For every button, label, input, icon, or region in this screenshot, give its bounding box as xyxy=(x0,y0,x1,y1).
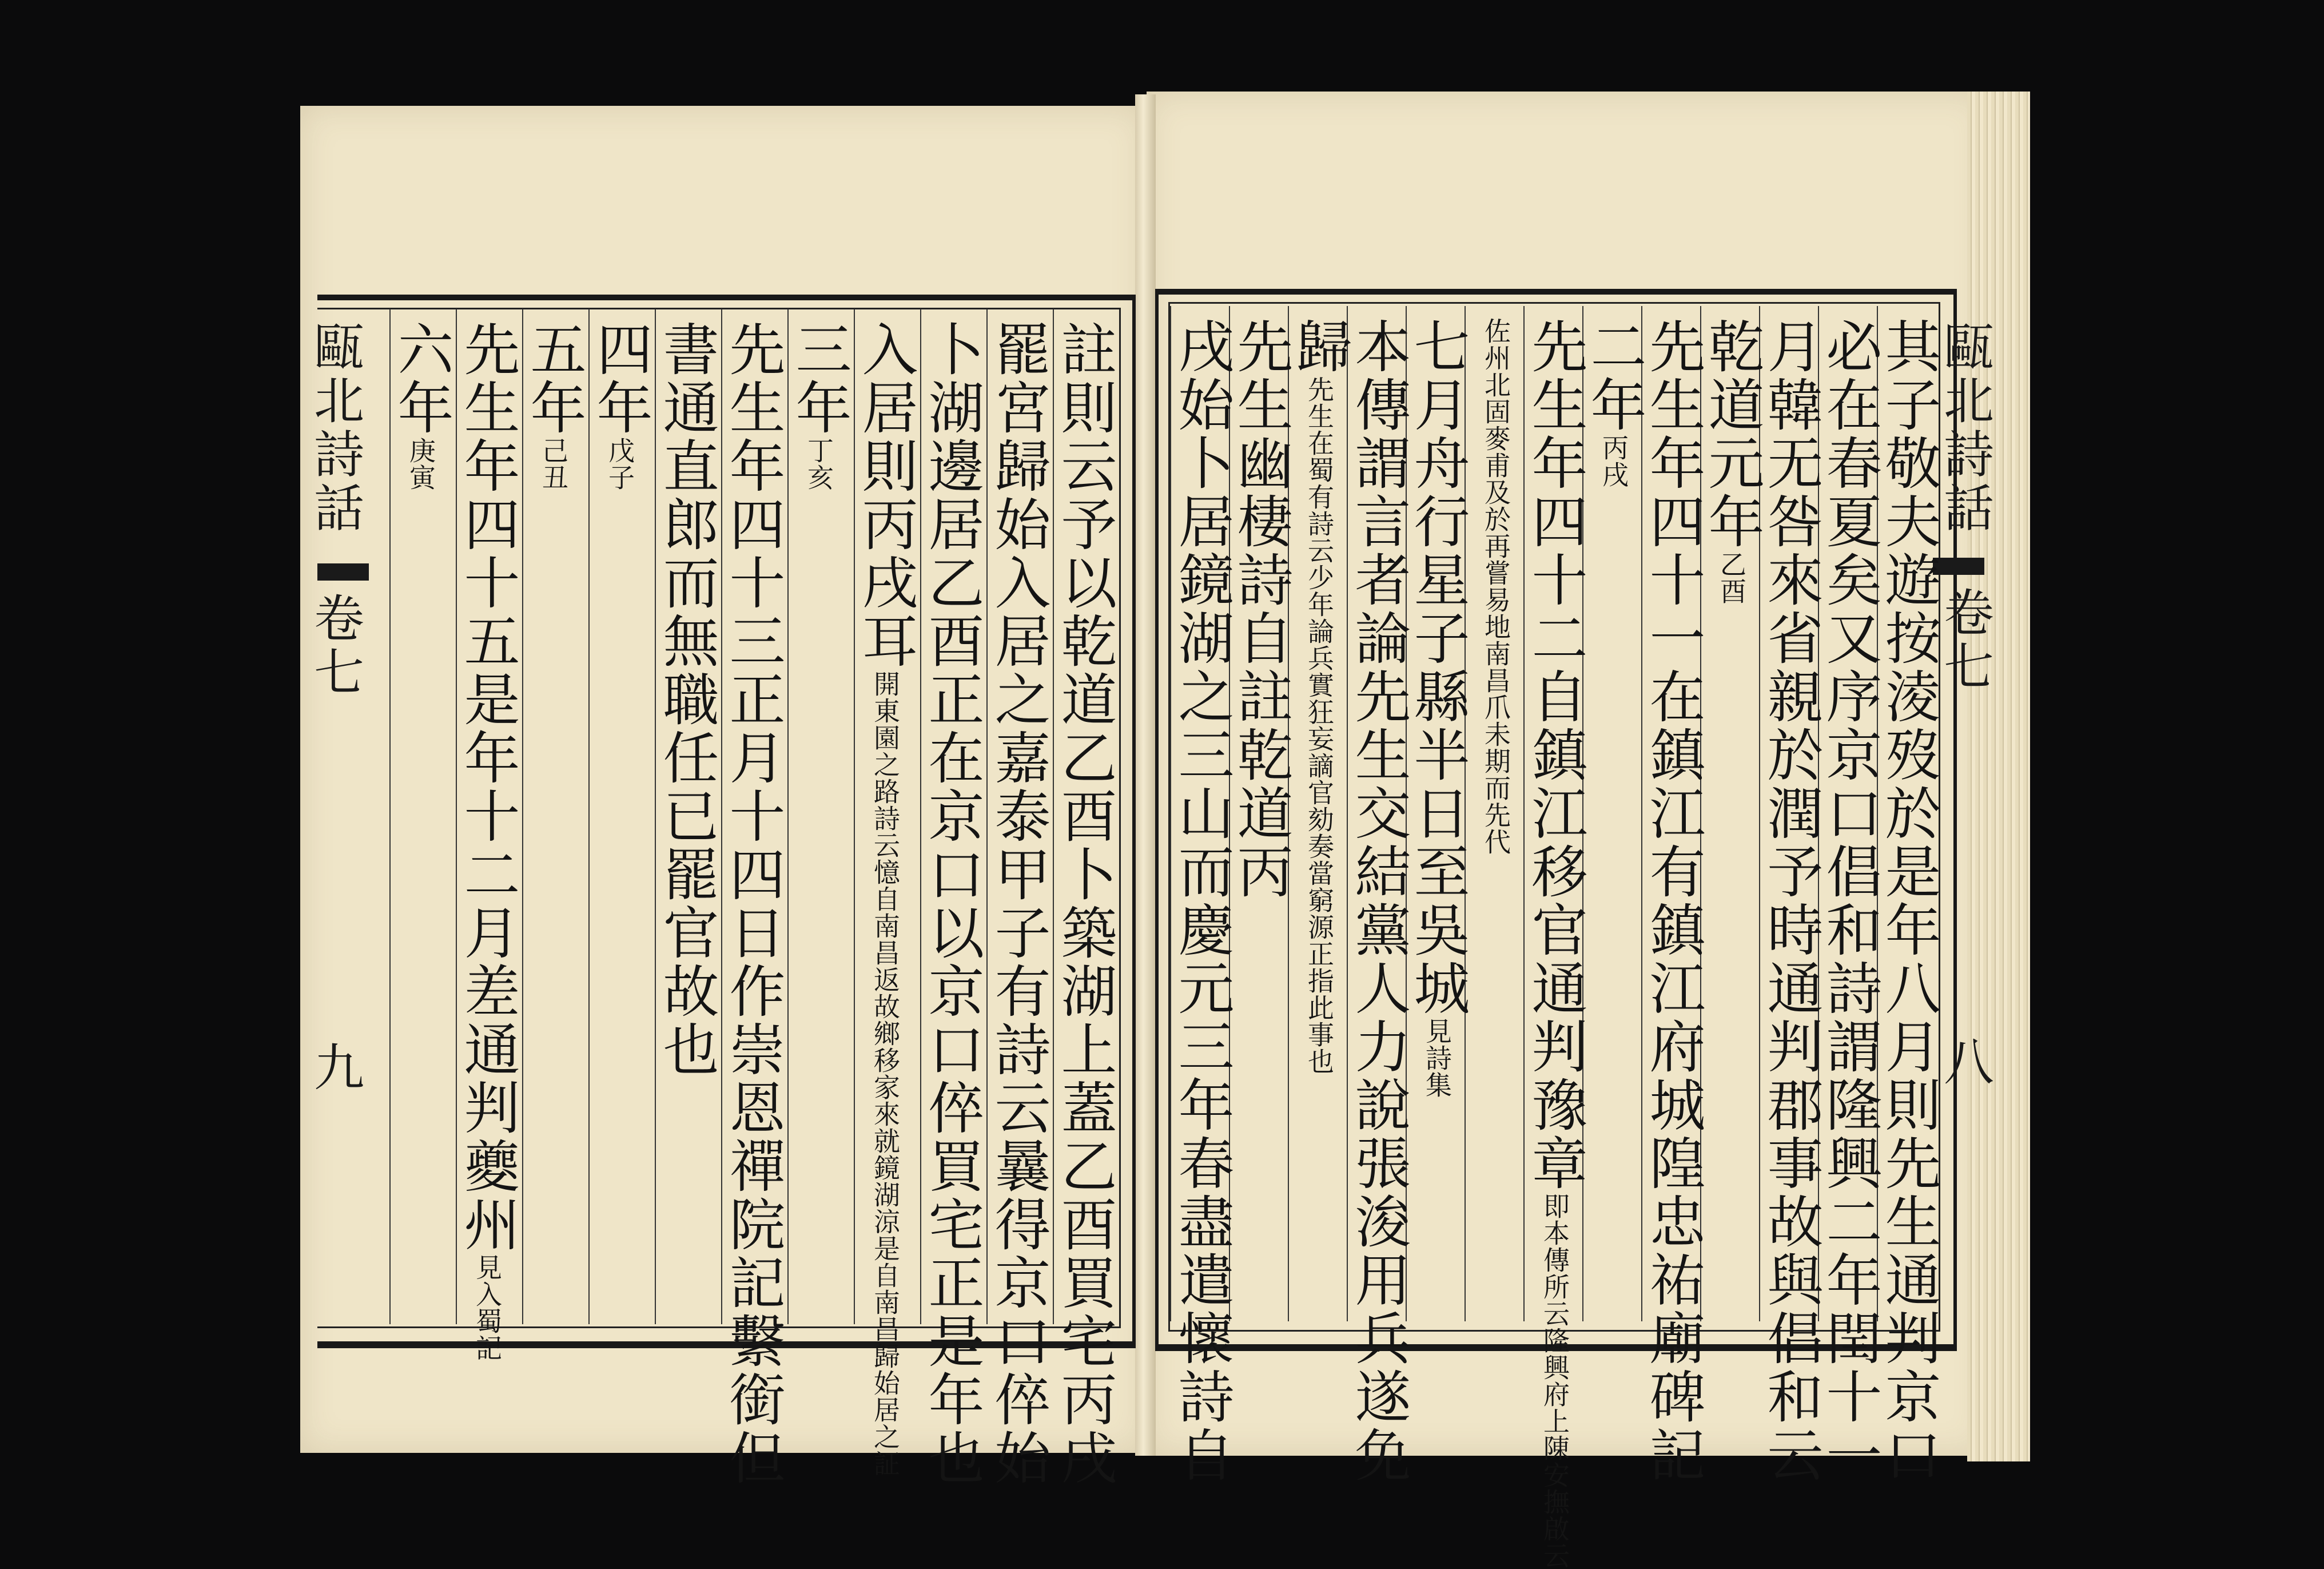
right-column-main-text: 七月舟行星子縣半日至吳城 xyxy=(1404,317,1470,1018)
left-text-column xyxy=(654,320,719,1316)
left-column-main-text: 書通直郎而無職任已罷官故也 xyxy=(654,320,719,1079)
right-text-column xyxy=(1876,317,1941,1484)
left-column-rule xyxy=(389,309,391,1324)
left-text-column xyxy=(521,320,586,1316)
left-column-rule xyxy=(522,309,523,1324)
left-column-annotation: 丁亥 xyxy=(803,437,834,491)
right-column-main-text: 二年 xyxy=(1581,317,1646,434)
left-column-annotation: 開東園之路詩云憶自南昌返故鄉移家來就鏡湖涼是自南昌歸始居之証 xyxy=(870,670,901,1477)
left-column-main-text: 六年 xyxy=(388,320,453,437)
left-column-main-text: 註則云予以乾道乙酉卜築湖上蓋乙酉買宅丙戌 xyxy=(1052,320,1117,1487)
left-column-main-text: 先生年四十三正月十四日作崇恩禪院記繫銜但 xyxy=(720,320,785,1487)
right-column-annotation: 佐州北固麥甫及於再嘗易地南昌爪未期而先代 xyxy=(1481,317,1511,855)
left-column-rule xyxy=(588,309,590,1324)
right-text-column xyxy=(1404,317,1470,1313)
left-text-column xyxy=(1052,320,1117,1487)
right-column-main-text: 本傳謂言者論先生交結黨人力說張浚用兵遂免 xyxy=(1346,317,1411,1484)
left-text-column xyxy=(786,320,851,1316)
right-column-annotation: 即本傳所云隆興府上陳安撫啟云 xyxy=(1539,1193,1570,1569)
right-text-column xyxy=(1287,317,1352,1313)
left-banxin-title: 甌北詩話 xyxy=(306,320,365,535)
right-text-column xyxy=(1469,317,1523,1313)
right-text-column xyxy=(1581,317,1646,1313)
right-text-column xyxy=(1699,317,1764,1313)
right-banxin-juan: 卷七 xyxy=(1936,586,1995,694)
left-column-annotation: 庚寅 xyxy=(405,437,436,491)
right-column-annotation: 先生在蜀有詩云少年論兵實狂妄謫官劾奏當窮源正指此事也 xyxy=(1304,376,1335,1075)
right-column-main-text: 乾道元年 xyxy=(1699,317,1764,551)
right-column-main-text: 月韓无咎來省親於潤予時通判郡事故與倡和云 xyxy=(1758,317,1823,1484)
left-banxin-page-no: 九 xyxy=(306,1041,365,1095)
right-column-main-text: 戌始卜居鏡湖之三山而慶元三年春盡遣懷詩自 xyxy=(1169,317,1234,1484)
left-column-main-text: 三年 xyxy=(786,320,851,437)
left-banxin-juan: 卷七 xyxy=(306,592,365,700)
left-column-main-text: 罷宮歸始入居之嘉泰甲子有詩云曩得京口倅始 xyxy=(985,320,1050,1487)
left-column-annotation: 見入蜀記 xyxy=(472,1254,503,1361)
left-column-main-text: 先生年四十五是年十二月差通判夔州 xyxy=(455,320,520,1254)
left-fishtail-mark xyxy=(317,563,369,581)
left-column-main-text: 五年 xyxy=(521,320,586,437)
left-column-annotation: 戊子 xyxy=(604,437,635,491)
left-text-column xyxy=(388,320,453,1316)
left-text-column xyxy=(853,320,918,1477)
left-column-annotation: 己丑 xyxy=(538,437,569,491)
right-column-main-text: 其子敬夫遊按淩歿於是年八月則先生通判京口 xyxy=(1876,317,1941,1484)
page-edges xyxy=(1967,92,2030,1461)
right-text-column xyxy=(1228,317,1293,1313)
right-text-column xyxy=(1640,317,1705,1484)
right-column-annotation: 丙戌 xyxy=(1598,434,1629,488)
left-text-column xyxy=(587,320,652,1316)
left-text-column xyxy=(720,320,785,1487)
right-column-annotation: 乙酉 xyxy=(1716,551,1747,605)
left-text-column xyxy=(985,320,1050,1487)
right-banxin-title: 甌北詩話 xyxy=(1936,320,1995,535)
right-column-main-text: 先生幽棲詩自註乾道丙 xyxy=(1228,317,1293,901)
right-banxin-page-no: 八 xyxy=(1936,1035,1995,1089)
left-text-column xyxy=(455,320,520,1361)
right-text-column xyxy=(1817,317,1882,1484)
right-text-column xyxy=(1346,317,1411,1484)
left-column-main-text: 入居則丙戌耳 xyxy=(853,320,918,670)
left-column-main-text: 卜湖邊居乙酉正在京口以京口倅買宅正是年也 xyxy=(919,320,984,1487)
right-column-main-text: 先生年四十二自鎮江移官通判豫章 xyxy=(1522,317,1587,1193)
right-column-main-text: 歸 xyxy=(1287,317,1352,376)
right-text-column xyxy=(1169,317,1234,1484)
right-column-annotation: 見詩集 xyxy=(1422,1018,1452,1098)
right-text-column xyxy=(1758,317,1823,1484)
left-column-main-text: 四年 xyxy=(587,320,652,437)
right-column-main-text: 必在春夏矣又序京口倡和詩謂隆興二年閏十一 xyxy=(1817,317,1882,1484)
book-spine xyxy=(1135,94,1156,1456)
left-column-rule xyxy=(787,309,789,1324)
left-text-column xyxy=(919,320,984,1487)
right-column-main-text: 先生年四十一在鎮江有鎮江府城隍忠祐廟碑記 xyxy=(1640,317,1705,1484)
right-text-column xyxy=(1522,317,1587,1569)
